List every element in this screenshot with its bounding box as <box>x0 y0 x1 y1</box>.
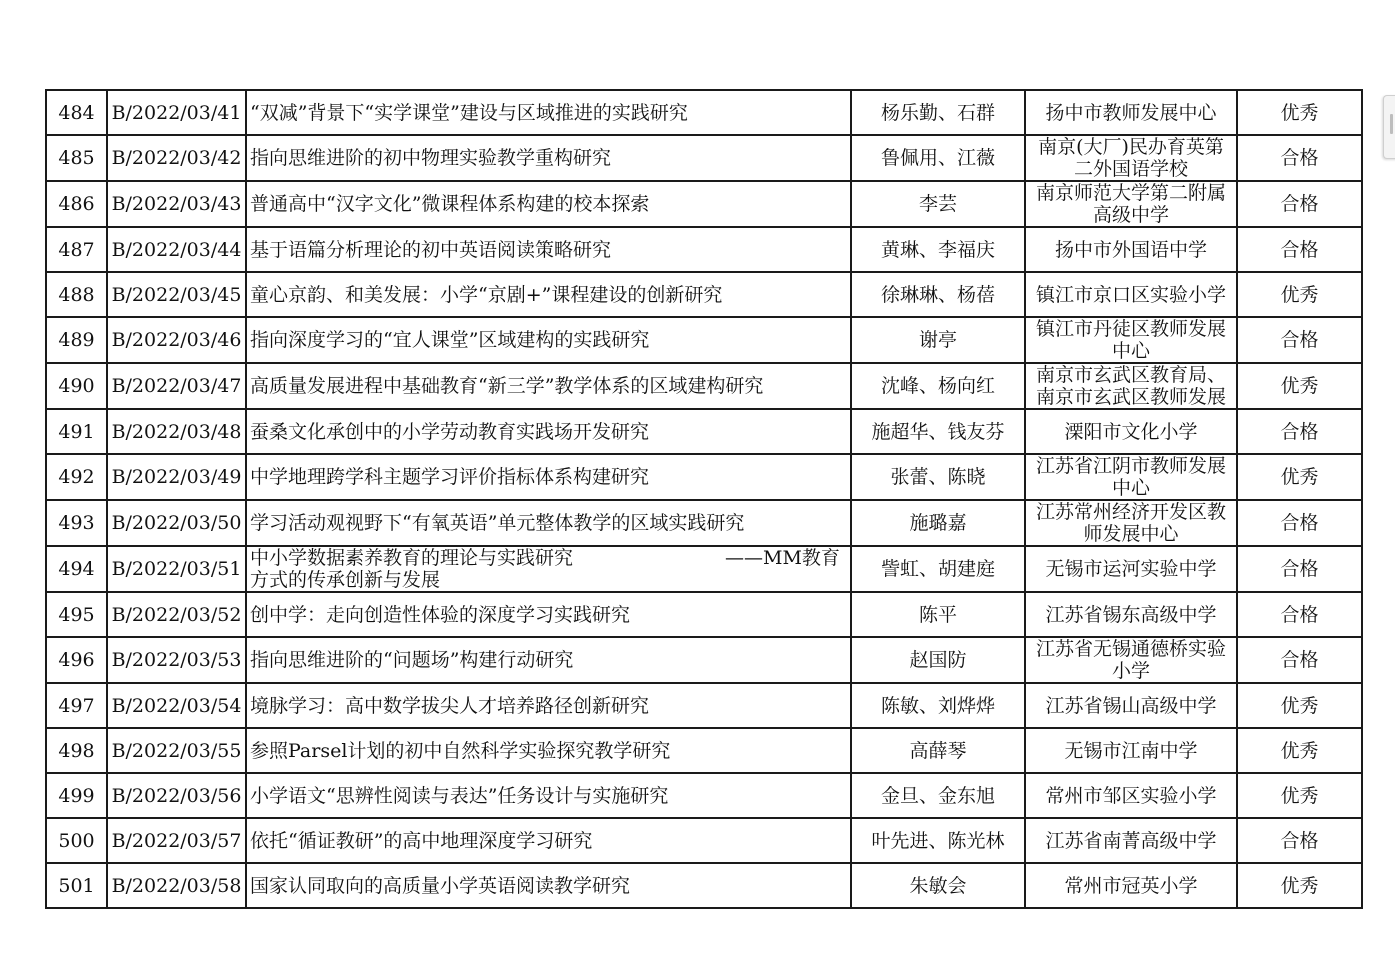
cell-organization <box>1025 637 1237 683</box>
cell-project-code: B/2022/03/43 <box>107 181 246 227</box>
cell-number: 490 <box>46 363 107 409</box>
cell-grade: 合格 <box>1237 135 1362 181</box>
cell-number: 498 <box>46 728 107 773</box>
cell-project-code: B/2022/03/45 <box>107 272 246 317</box>
cell-organization <box>1025 773 1237 818</box>
cell-project-title-text: 中学地理跨学科主题学习评价指标体系构建研究 <box>250 466 650 488</box>
cell-project-code: B/2022/03/44 <box>107 227 246 272</box>
cell-organization-text: 江苏常州经济开发区教师发展中心 <box>1035 501 1226 545</box>
project-list-table <box>45 89 1363 909</box>
cell-project-title <box>246 90 851 135</box>
cell-project-title <box>246 728 851 773</box>
cell-authors: 杨乐勤、石群 <box>851 90 1025 135</box>
cell-project-title <box>246 272 851 317</box>
cell-project-title <box>246 863 851 908</box>
cell-grade: 优秀 <box>1237 363 1362 409</box>
table-row <box>46 90 1362 135</box>
cell-organization-text: 江苏省锡东高级中学 <box>1045 603 1217 626</box>
cell-project-title-text: 境脉学习：高中数学拔尖人才培养路径创新研究 <box>250 694 650 717</box>
table-row <box>46 773 1362 818</box>
cell-project-title-text: 中小学数据素养教育的理论与实践研究 ——MM教育方式的传承创新与发展 <box>250 547 840 591</box>
table-body <box>46 90 1362 908</box>
table-row <box>46 728 1362 773</box>
cell-authors: 施璐嘉 <box>851 500 1025 546</box>
cell-authors: 李芸 <box>851 181 1025 227</box>
cell-organization <box>1025 592 1237 637</box>
cell-organization <box>1025 500 1237 546</box>
table-row <box>46 317 1362 363</box>
cell-organization <box>1025 863 1237 908</box>
cell-authors: 施超华、钱友芬 <box>851 409 1025 454</box>
cell-organization-text: 常州市冠英小学 <box>1064 874 1198 897</box>
table-row <box>46 546 1362 592</box>
cell-project-code: B/2022/03/57 <box>107 818 246 863</box>
cell-organization <box>1025 135 1237 181</box>
cell-organization <box>1025 272 1237 317</box>
cell-project-title-text: 高质量发展进程中基础教育“新三学”教学体系的区域建构研究 <box>250 375 764 397</box>
cell-project-title-text: 普通高中“汉字文化”微课程体系构建的校本探索 <box>250 193 650 215</box>
cell-grade: 优秀 <box>1237 773 1362 818</box>
cell-project-title-text: 参照Parsel计划的初中自然科学实验探究教学研究 <box>250 739 671 762</box>
cell-project-title <box>246 409 851 454</box>
cell-project-code: B/2022/03/56 <box>107 773 246 818</box>
grip-icon <box>1390 114 1393 134</box>
cell-authors: 訾虹、胡建庭 <box>851 546 1025 592</box>
cell-project-title <box>246 181 851 227</box>
cell-project-title-text: 指向思维进阶的“问题场”构建行动研究 <box>250 649 574 671</box>
cell-number: 495 <box>46 592 107 637</box>
cell-organization-text: 江苏省南菁高级中学 <box>1045 829 1217 852</box>
cell-authors: 张蕾、陈晓 <box>851 454 1025 500</box>
cell-project-title <box>246 592 851 637</box>
cell-project-code: B/2022/03/51 <box>107 546 246 592</box>
cell-grade: 合格 <box>1237 637 1362 683</box>
cell-project-title-text: 基于语篇分析理论的初中英语阅读策略研究 <box>250 238 612 261</box>
cell-number: 492 <box>46 454 107 500</box>
cell-project-title-text: 国家认同取向的高质量小学英语阅读教学研究 <box>250 874 631 897</box>
cell-organization-text: 常州市邹区实验小学 <box>1045 784 1217 807</box>
cell-organization-text: 江苏省锡山高级中学 <box>1045 694 1217 717</box>
cell-project-code: B/2022/03/41 <box>107 90 246 135</box>
cell-authors: 陈敏、刘烨烨 <box>851 683 1025 728</box>
cell-project-code: B/2022/03/54 <box>107 683 246 728</box>
cell-project-title-text: 创中学：走向创造性体验的深度学习实践研究 <box>250 603 631 626</box>
cell-grade: 优秀 <box>1237 728 1362 773</box>
cell-organization-text: 江苏省无锡通德桥实验小学 <box>1035 638 1226 682</box>
cell-organization-text: 江苏省江阴市教师发展中心 <box>1035 455 1226 499</box>
cell-number: 484 <box>46 90 107 135</box>
cell-project-title <box>246 637 851 683</box>
cell-organization-text: 无锡市江南中学 <box>1064 739 1198 762</box>
cell-project-code: B/2022/03/58 <box>107 863 246 908</box>
cell-organization <box>1025 227 1237 272</box>
cell-number: 485 <box>46 135 107 181</box>
cell-number: 487 <box>46 227 107 272</box>
cell-authors: 朱敏会 <box>851 863 1025 908</box>
cell-grade: 合格 <box>1237 500 1362 546</box>
cell-project-title-text: 指向深度学习的“宜人课堂”区域建构的实践研究 <box>250 329 650 351</box>
cell-project-title <box>246 227 851 272</box>
cell-organization <box>1025 818 1237 863</box>
cell-authors: 赵国防 <box>851 637 1025 683</box>
cell-authors: 鲁佩用、江薇 <box>851 135 1025 181</box>
cell-grade: 优秀 <box>1237 454 1362 500</box>
cell-number: 491 <box>46 409 107 454</box>
cell-organization-text: 南京市玄武区教育局、南京市玄武区教师发展 <box>1035 364 1226 408</box>
table-row <box>46 592 1362 637</box>
cell-authors: 陈平 <box>851 592 1025 637</box>
cell-number: 488 <box>46 272 107 317</box>
cell-organization <box>1025 409 1237 454</box>
cell-project-title-text: 依托“循证教研”的高中地理深度学习研究 <box>250 829 593 852</box>
cell-project-title <box>246 683 851 728</box>
cell-authors: 黄琳、李福庆 <box>851 227 1025 272</box>
table-row <box>46 863 1362 908</box>
cell-organization-text: 南京(大厂)民办育英第二外国语学校 <box>1038 136 1224 180</box>
cell-project-title-text: 指向思维进阶的初中物理实验教学重构研究 <box>250 147 612 169</box>
cell-number: 486 <box>46 181 107 227</box>
cell-project-title <box>246 363 851 409</box>
cell-grade: 优秀 <box>1237 683 1362 728</box>
table-row <box>46 181 1362 227</box>
cell-authors: 高薛琴 <box>851 728 1025 773</box>
cell-organization <box>1025 728 1237 773</box>
table-row <box>46 454 1362 500</box>
cell-organization-text: 扬中市教师发展中心 <box>1045 101 1217 124</box>
cell-authors: 沈峰、杨向红 <box>851 363 1025 409</box>
cell-project-title-text: 蚕桑文化承创中的小学劳动教育实践场开发研究 <box>250 420 650 443</box>
cell-project-code: B/2022/03/47 <box>107 363 246 409</box>
cell-organization <box>1025 454 1237 500</box>
side-scroll-tab[interactable] <box>1383 95 1395 159</box>
cell-grade: 优秀 <box>1237 863 1362 908</box>
table-row <box>46 227 1362 272</box>
cell-number: 500 <box>46 818 107 863</box>
cell-project-title <box>246 454 851 500</box>
cell-organization <box>1025 363 1237 409</box>
cell-grade: 优秀 <box>1237 90 1362 135</box>
cell-project-title <box>246 135 851 181</box>
cell-organization-text: 无锡市运河实验中学 <box>1045 558 1217 580</box>
cell-project-title-text: 童心京韵、和美发展：小学“京剧+”课程建设的创新研究 <box>250 283 723 306</box>
cell-project-title <box>246 500 851 546</box>
table-row <box>46 135 1362 181</box>
cell-project-code: B/2022/03/52 <box>107 592 246 637</box>
cell-project-code: B/2022/03/48 <box>107 409 246 454</box>
cell-grade: 合格 <box>1237 592 1362 637</box>
cell-authors: 叶先进、陈光林 <box>851 818 1025 863</box>
cell-grade: 合格 <box>1237 409 1362 454</box>
cell-organization <box>1025 181 1237 227</box>
cell-project-title <box>246 317 851 363</box>
cell-organization <box>1025 683 1237 728</box>
cell-number: 501 <box>46 863 107 908</box>
table-row <box>46 818 1362 863</box>
cell-project-code: B/2022/03/53 <box>107 637 246 683</box>
cell-grade: 优秀 <box>1237 272 1362 317</box>
table-row <box>46 500 1362 546</box>
cell-grade: 合格 <box>1237 227 1362 272</box>
cell-organization <box>1025 317 1237 363</box>
cell-project-title <box>246 818 851 863</box>
cell-number: 499 <box>46 773 107 818</box>
cell-grade: 合格 <box>1237 818 1362 863</box>
cell-project-title <box>246 773 851 818</box>
table-row <box>46 363 1362 409</box>
cell-grade: 合格 <box>1237 317 1362 363</box>
cell-project-code: B/2022/03/49 <box>107 454 246 500</box>
cell-organization-text: 南京师范大学第二附属高级中学 <box>1035 182 1226 226</box>
cell-grade: 合格 <box>1237 181 1362 227</box>
table-row <box>46 637 1362 683</box>
cell-organization-text: 镇江市丹徒区教师发展中心 <box>1035 318 1226 362</box>
cell-project-title <box>246 546 851 592</box>
cell-authors: 谢亭 <box>851 317 1025 363</box>
cell-project-title-text: 学习活动观视野下“有氧英语”单元整体教学的区域实践研究 <box>250 512 745 534</box>
table-row <box>46 272 1362 317</box>
cell-grade: 合格 <box>1237 546 1362 592</box>
cell-project-code: B/2022/03/42 <box>107 135 246 181</box>
cell-project-code: B/2022/03/50 <box>107 500 246 546</box>
cell-organization-text: 镇江市京口区实验小学 <box>1035 283 1226 306</box>
cell-number: 489 <box>46 317 107 363</box>
cell-project-title-text: “双减”背景下“实学课堂”建设与区域推进的实践研究 <box>250 101 688 124</box>
cell-project-code: B/2022/03/46 <box>107 317 246 363</box>
cell-authors: 金旦、金东旭 <box>851 773 1025 818</box>
cell-project-code: B/2022/03/55 <box>107 728 246 773</box>
cell-organization-text: 扬中市外国语中学 <box>1054 238 1207 261</box>
cell-number: 494 <box>46 546 107 592</box>
cell-organization-text: 溧阳市文化小学 <box>1064 420 1198 443</box>
cell-organization <box>1025 546 1237 592</box>
cell-project-title-text: 小学语文“思辨性阅读与表达”任务设计与实施研究 <box>250 784 669 807</box>
cell-number: 493 <box>46 500 107 546</box>
cell-organization <box>1025 90 1237 135</box>
table-row <box>46 409 1362 454</box>
cell-number: 497 <box>46 683 107 728</box>
cell-authors: 徐琳琳、杨蓓 <box>851 272 1025 317</box>
cell-number: 496 <box>46 637 107 683</box>
table-row <box>46 683 1362 728</box>
